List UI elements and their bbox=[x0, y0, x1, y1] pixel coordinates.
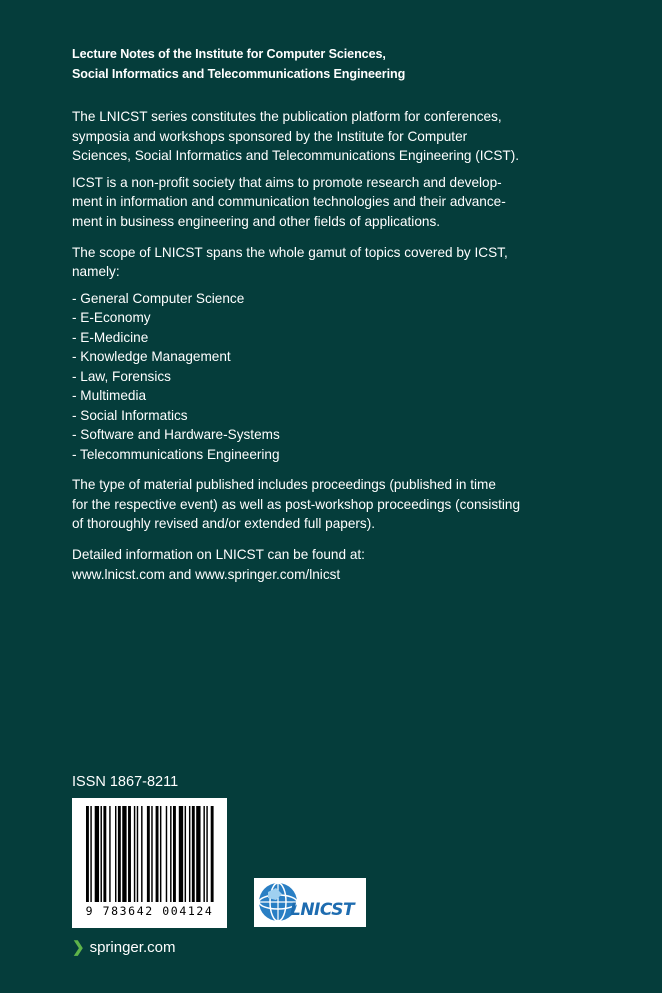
lnicst-logo bbox=[254, 878, 366, 927]
publisher-link[interactable] bbox=[72, 938, 175, 956]
list-item: - Software and Hardware-Systems bbox=[72, 427, 280, 443]
text-line: www.lnicst.com and www.springer.com/lnicst bbox=[72, 566, 341, 582]
topic-list bbox=[72, 289, 512, 465]
scope-paragraph bbox=[72, 243, 512, 282]
text-line: ment in information and communication technologies and their advance- bbox=[72, 194, 506, 210]
text-line: The type of material published includes proceedings (published in time bbox=[72, 477, 496, 493]
list-item: - Law, Forensics bbox=[72, 368, 171, 384]
text-line: for the respective event) as well as post-workshop proceedings (consisting bbox=[72, 496, 521, 512]
logo-wordmark: LNICST bbox=[290, 900, 355, 920]
series-title-line: Lecture Notes of the Institute for Computer Sciences, bbox=[72, 47, 386, 61]
info-paragraph bbox=[72, 545, 512, 584]
list-item: - E-Medicine bbox=[72, 329, 149, 345]
text-line: Sciences, Social Informatics and Telecommunications Engineering (ICST). bbox=[72, 148, 520, 164]
list-item: - General Computer Science bbox=[72, 290, 245, 306]
series-title-line: Social Informatics and Telecommunications Engineering bbox=[72, 67, 406, 81]
barcode-bars-icon bbox=[72, 798, 227, 904]
intro-paragraph bbox=[72, 107, 520, 166]
text-line: The LNICST series constitutes the publication platform for conferences, bbox=[72, 109, 502, 124]
list-item: - Telecommunications Engineering bbox=[72, 446, 280, 462]
text-line: namely: bbox=[72, 264, 120, 280]
isbn-digits: 9 783642 004124 bbox=[85, 904, 214, 918]
text-line: symposia and workshops sponsored by the Institute for Computer bbox=[72, 128, 468, 144]
issn-label: ISSN 1867-8211 bbox=[72, 774, 179, 790]
text-line: ment in business engineering and other fields of applications. bbox=[72, 213, 441, 229]
list-item: - Social Informatics bbox=[72, 407, 188, 423]
text-line: The scope of LNICST spans the whole gamut of topics covered by ICST, bbox=[72, 244, 508, 260]
icst-paragraph bbox=[72, 173, 512, 232]
back-cover-text bbox=[72, 44, 521, 591]
series-title bbox=[72, 44, 512, 84]
isbn-barcode bbox=[72, 798, 227, 928]
material-paragraph bbox=[72, 475, 521, 534]
list-item: - E-Economy bbox=[72, 310, 151, 326]
text-line: ICST is a non-profit society that aims to promote research and develop- bbox=[72, 174, 502, 190]
list-item: - Multimedia bbox=[72, 388, 147, 404]
text-line: Detailed information on LNICST can be found at: bbox=[72, 547, 365, 563]
list-item: - Knowledge Management bbox=[72, 349, 231, 365]
chevron-right-icon: ❯ bbox=[72, 939, 85, 956]
publisher-url[interactable]: springer.com bbox=[89, 938, 176, 956]
text-line: of thoroughly revised and/or extended full papers). bbox=[72, 516, 376, 532]
